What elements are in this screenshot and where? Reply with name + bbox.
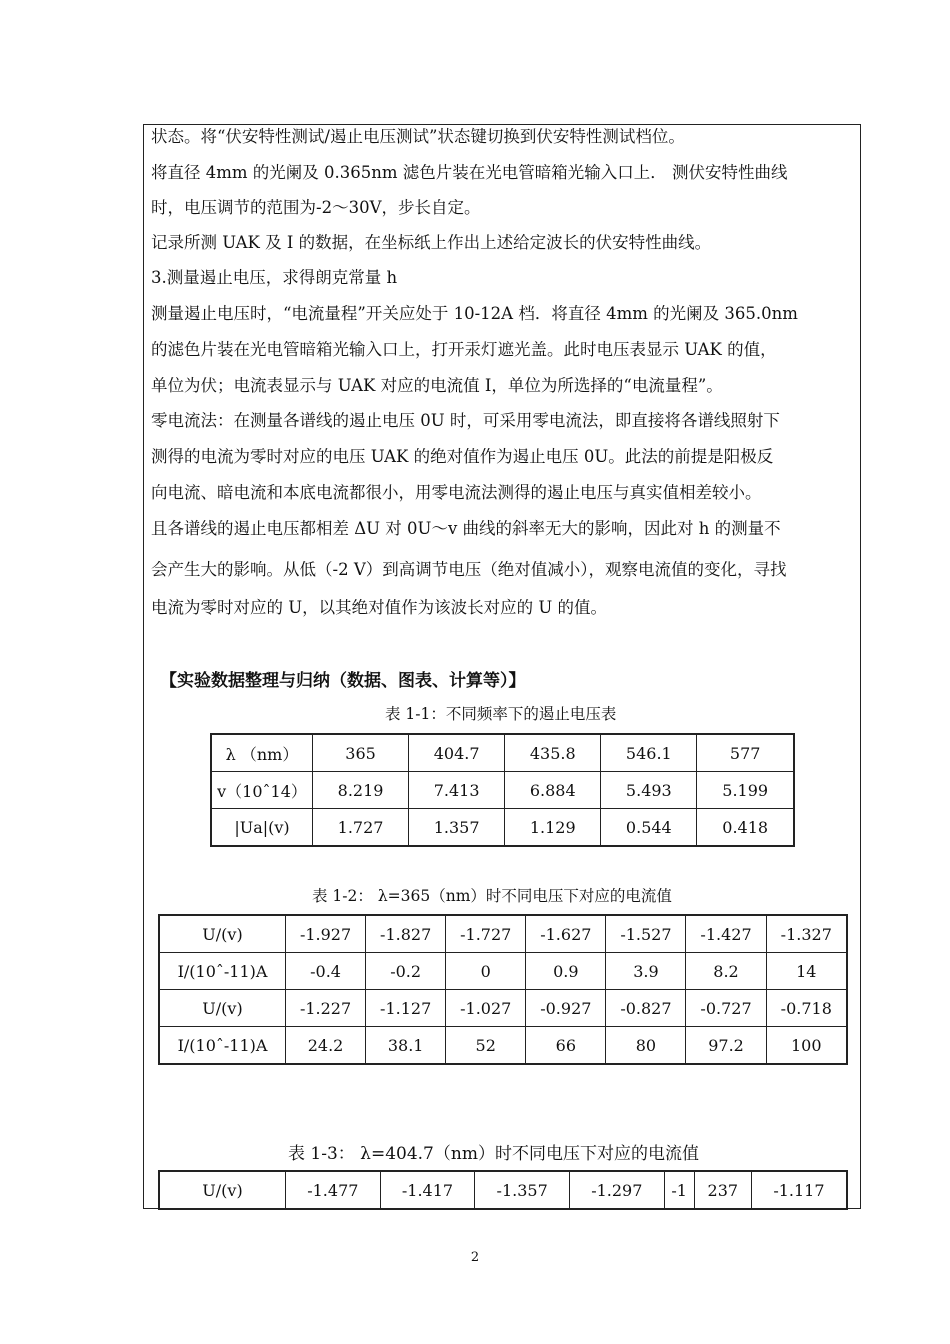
- table-cell: -1.527: [606, 915, 686, 953]
- table-cell: -1.357: [475, 1171, 570, 1209]
- table-row: [159, 1027, 847, 1065]
- table-cell: I/(10ˆ-11)A: [159, 953, 286, 990]
- paragraph-line: 会产生大的影响。从低（-2 V）到高调节电压（绝对值减小），观察电流值的变化，寻找: [151, 560, 787, 579]
- table-cell: -1.727: [446, 915, 526, 953]
- table-cell: -1.297: [569, 1171, 664, 1209]
- paragraph-line: 电流为零时对应的 U，以其绝对值作为该波长对应的 U 的值。: [151, 598, 608, 617]
- table-stopping-voltage: [210, 733, 795, 847]
- table1-caption: 表 1-1：不同频率下的遏止电压表: [385, 705, 617, 723]
- table-cell: 0.418: [697, 809, 794, 847]
- table-cell: 38.1: [366, 1027, 446, 1065]
- table-cell: 1.727: [313, 809, 409, 847]
- paragraph-line: 单位为伏；电流表显示与 UAK 对应的电流值 I，单位为所选择的“电流量程”。: [151, 376, 723, 395]
- table-cell: 1.129: [505, 809, 601, 847]
- table-cell: -1.027: [446, 990, 526, 1027]
- table-cell: 24.2: [286, 1027, 366, 1065]
- table-cell: 7.413: [409, 772, 505, 809]
- paragraph-line: 零电流法：在测量各谱线的遏止电压 0U 时，可采用零电流法，即直接将各谱线照射下: [151, 411, 780, 430]
- section-title: 【实验数据整理与归纳（数据、图表、计算等）】: [160, 671, 526, 691]
- table-cell: -1: [664, 1171, 694, 1209]
- table-cell: -1.127: [366, 990, 446, 1027]
- table-cell: -0.727: [686, 990, 766, 1027]
- table-cell: v（10ˆ14）: [211, 772, 313, 809]
- paragraph-line: 测得的电流为零时对应的电压 UAK 的绝对值作为遏止电压 0U。此法的前提是阳极反: [151, 447, 774, 466]
- paragraph-line: 将直径 4mm 的光阑及 0.365nm 滤色片装在光电管暗箱光输入口上． 测伏安特性曲线: [151, 163, 788, 182]
- table-cell: 97.2: [686, 1027, 766, 1065]
- table-cell: -1.927: [286, 915, 366, 953]
- table-cell: 8.2: [686, 953, 766, 990]
- table2-caption: 表 1-2： λ=365（nm）时不同电压下对应的电流值: [312, 887, 672, 905]
- table-cell: I/(10ˆ-11)A: [159, 1027, 286, 1065]
- table-cell: 8.219: [313, 772, 409, 809]
- table-cell: 0: [446, 953, 526, 990]
- paragraph-line: 3.测量遏止电压，求得朗克常量 h: [151, 268, 398, 287]
- table-cell: 6.884: [505, 772, 601, 809]
- table-row: [211, 734, 794, 772]
- paragraph-line: 时，电压调节的范围为-2～30V，步长自定。: [151, 198, 481, 217]
- table-cell: 14: [766, 953, 847, 990]
- table-row: [159, 990, 847, 1027]
- paragraph-line: 记录所测 UAK 及 I 的数据，在坐标纸上作出上述给定波长的伏安特性曲线。: [151, 233, 712, 252]
- table3-caption: 表 1-3： λ=404.7（nm）时不同电压下对应的电流值: [288, 1144, 699, 1164]
- paragraph-line: 状态。将“伏安特性测试/遏止电压测试”状态键切换到伏安特性测试档位。: [151, 127, 685, 146]
- table-cell: 1.357: [409, 809, 505, 847]
- table-cell: -0.718: [766, 990, 847, 1027]
- table-cell: 237: [694, 1171, 751, 1209]
- table-cell: |Ua|(v): [211, 809, 313, 847]
- table-cell: -1.417: [380, 1171, 475, 1209]
- table-cell: 5.493: [601, 772, 697, 809]
- paragraph-line: 测量遏止电压时，“电流量程”开关应处于 10-12A 档．将直径 4mm 的光阑及 365.0nm: [151, 304, 798, 323]
- table-cell: λ （nm）: [211, 734, 313, 772]
- table-cell: 0.544: [601, 809, 697, 847]
- table-cell: -0.927: [526, 990, 606, 1027]
- table-cell: 80: [606, 1027, 686, 1065]
- table-cell: 3.9: [606, 953, 686, 990]
- table-row: [159, 1171, 847, 1209]
- table-cell: -0.4: [286, 953, 366, 990]
- page-number: 2: [470, 1250, 480, 1265]
- table-cell: -1.327: [766, 915, 847, 953]
- table-cell: U/(v): [159, 915, 286, 953]
- table-cell: 365: [313, 734, 409, 772]
- table-row: [159, 915, 847, 953]
- table-row: [159, 953, 847, 990]
- paragraph-line: 的滤色片装在光电管暗箱光输入口上，打开汞灯遮光盖。此时电压表显示 UAK 的值，: [151, 340, 777, 359]
- table-cell: -1.827: [366, 915, 446, 953]
- table-cell: -1.427: [686, 915, 766, 953]
- table-cell: -1.227: [286, 990, 366, 1027]
- table-cell: 577: [697, 734, 794, 772]
- table-cell: 100: [766, 1027, 847, 1065]
- table-cell: 66: [526, 1027, 606, 1065]
- paragraph-line: 且各谱线的遏止电压都相差 ΔU 对 0U～v 曲线的斜率无大的影响，因此对 h 的测量不: [151, 519, 781, 538]
- table-row: [211, 772, 794, 809]
- table-cell: 546.1: [601, 734, 697, 772]
- table-cell: -0.2: [366, 953, 446, 990]
- table-cell: 5.199: [697, 772, 794, 809]
- table-cell: 435.8: [505, 734, 601, 772]
- table-current-365nm: [158, 914, 848, 1065]
- table-cell: 52: [446, 1027, 526, 1065]
- table-cell: 404.7: [409, 734, 505, 772]
- table-cell: U/(v): [159, 1171, 286, 1209]
- table-current-404nm: [158, 1170, 848, 1210]
- table-cell: -0.827: [606, 990, 686, 1027]
- table-row: [211, 809, 794, 847]
- table-cell: U/(v): [159, 990, 286, 1027]
- table-cell: -1.117: [751, 1171, 847, 1209]
- table-cell: -1.477: [286, 1171, 381, 1209]
- table-cell: 0.9: [526, 953, 606, 990]
- table-cell: -1.627: [526, 915, 606, 953]
- paragraph-line: 向电流、暗电流和本底电流都很小，用零电流法测得的遏止电压与真实值相差较小。: [151, 483, 762, 502]
